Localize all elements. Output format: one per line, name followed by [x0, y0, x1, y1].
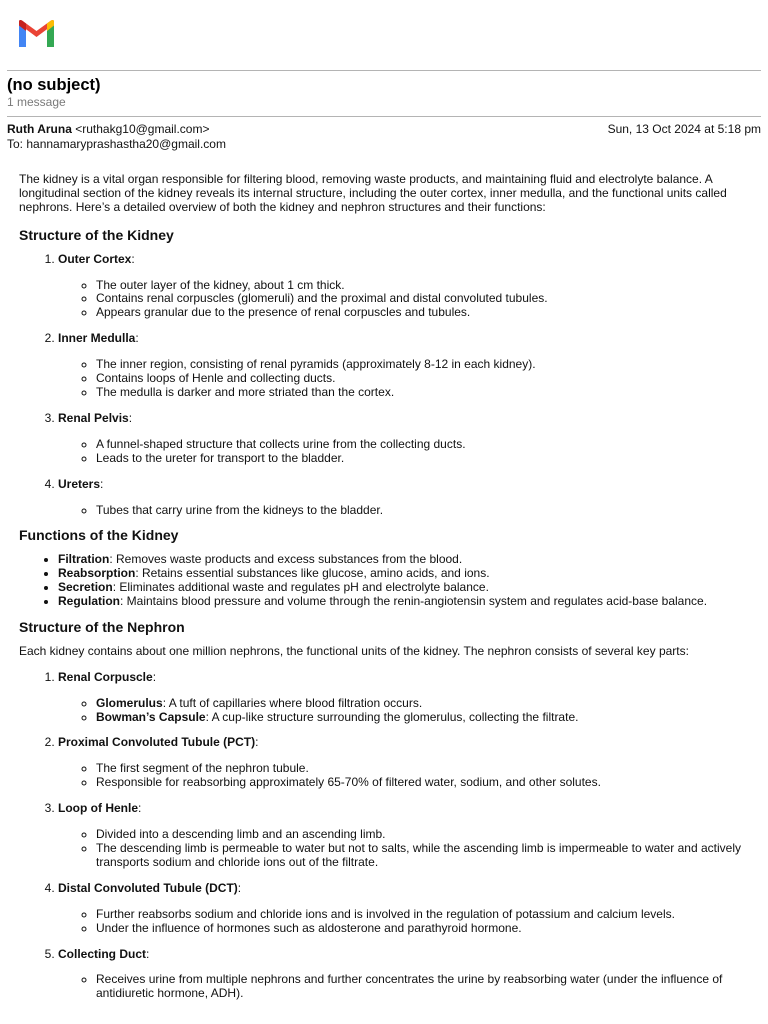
sub-list-item: [96, 697, 751, 711]
sub-list-item: [96, 842, 751, 870]
sub-list: [58, 504, 751, 518]
subject-title: (no subject): [7, 76, 101, 94]
kidney-functions-list: [19, 553, 751, 609]
list-item: [58, 567, 751, 581]
message-body: [19, 173, 751, 1013]
function-text: : Retains essential substances like glucose, amino acids, and ions.: [135, 566, 490, 581]
term-text: Under the influence of hormones such as aldosterone and parathyroid hormone.: [96, 920, 522, 935]
divider: [7, 70, 761, 71]
item-suffix: :: [128, 410, 133, 425]
sub-list-item: ◦ A funnel-shaped structure that collects urine from the collecting ducts.: [96, 438, 751, 452]
sub-list-item: [96, 908, 751, 922]
item-heading: [58, 948, 751, 962]
item-title: Distal Convoluted Tubule (DCT): [58, 880, 238, 895]
logo-bar: [0, 0, 768, 70]
item-suffix: :: [255, 735, 259, 750]
sub-list-item: [96, 973, 751, 1001]
item-heading: [58, 412, 751, 426]
item-suffix: :: [135, 331, 139, 346]
intro-paragraph: The kidney is a vital organ responsible for filtering blood, removing waste products, and maintaining fluid and electrolyte balance. A longitudinal section of the kidney reveals its internal structure, including the outer cortex, inner medulla, and the functional units called nephrons. Here’s a detailed overview of both the kidney and nephron structures and their functions:: [19, 172, 727, 214]
sub-list-item: ◦ Contains loops of Henle and collecting ducts.: [96, 372, 751, 386]
item-title: Renal Pelvis: [58, 410, 129, 425]
sub-list-item: ◦ The medulla is darker and more striated than the cortex.: [96, 386, 751, 400]
item-suffix: :: [146, 946, 150, 961]
list-item: [58, 478, 751, 518]
section-heading: Functions of the Kidney: [19, 527, 179, 544]
list-item: [58, 581, 751, 595]
term-text: Divided into a descending limb and an ascending limb.: [96, 827, 386, 842]
sub-list-item: [96, 762, 751, 776]
sub-list: [58, 908, 751, 936]
list-item: [58, 253, 751, 321]
kidney-structure-list: [19, 253, 751, 518]
term: Glomerulus: [96, 695, 163, 710]
message-date: Sun, 13 Oct 2024 at 5:18 pm: [607, 122, 761, 136]
item-title: Renal Corpuscle: [58, 669, 153, 684]
term-text: : A tuft of capillaries where blood filtration occurs.: [162, 695, 423, 710]
divider: [7, 116, 761, 117]
message-count: 1 message: [7, 95, 66, 109]
list-item: [58, 671, 751, 725]
list-item: [58, 948, 751, 1002]
sub-list-item: [96, 922, 751, 936]
list-item: [58, 595, 751, 609]
nephron-structure-list: [19, 671, 751, 1002]
item-suffix: :: [131, 251, 135, 266]
sender-line: [7, 122, 209, 136]
item-suffix: :: [138, 801, 142, 816]
item-heading: [58, 802, 751, 816]
item-heading: [58, 736, 751, 750]
function-title: Secretion: [58, 580, 113, 595]
sender-email[interactable]: <ruthakg10@gmail.com>: [75, 122, 210, 136]
term-text: The first segment of the nephron tubule.: [96, 761, 309, 776]
sub-list-item: [96, 711, 751, 725]
term-text: Responsible for reabsorbing approximately 65-70% of filtered water, sodium, and other solutes.: [96, 775, 601, 790]
list-item: [58, 882, 751, 936]
function-text: : Maintains blood pressure and volume through the renin-angiotensin system and regulates acid-base balance.: [120, 594, 708, 609]
item-suffix: :: [152, 669, 157, 684]
sub-list-item: ◦ Contains renal corpuscles (glomeruli) and the proximal and distal convoluted tubules.: [96, 292, 751, 306]
item-title: Inner Medulla: [58, 331, 136, 346]
sub-list-item: ◦ Leads to the ureter for transport to the bladder.: [96, 452, 751, 466]
sub-list-item: [96, 776, 751, 790]
item-title: Collecting Duct: [58, 946, 147, 961]
list-item: [58, 553, 751, 567]
item-title: Outer Cortex: [58, 251, 132, 266]
sub-list: [58, 697, 751, 725]
term-text: Receives urine from multiple nephrons and further concentrates the urine by reabsorbing water (under the influence of antidiuretic hormone, ADH).: [96, 972, 723, 1001]
sub-list: [58, 762, 751, 790]
item-heading: [58, 332, 751, 346]
list-item: [58, 332, 751, 400]
list-item: [58, 802, 751, 870]
item-heading: [58, 671, 751, 685]
sub-list-item: ◦ Tubes that carry urine from the kidneys to the bladder.: [96, 504, 751, 518]
item-heading: [58, 882, 751, 896]
sub-list-item: ◦ Appears granular due to the presence of renal corpuscles and tubules.: [96, 306, 751, 320]
list-item: [58, 412, 751, 466]
sub-list: [58, 438, 751, 466]
function-title: Regulation: [58, 594, 120, 609]
item-title: Ureters: [58, 476, 101, 491]
item-title: Proximal Convoluted Tubule (PCT): [58, 735, 256, 750]
section-heading: Structure of the Nephron: [19, 618, 185, 635]
term-text: : A cup-like structure surrounding the glomerulus, collecting the filtrate.: [205, 709, 579, 724]
function-text: : Eliminates additional waste and regulates pH and electrolyte balance.: [112, 580, 489, 595]
sub-list-item: ◦ The outer layer of the kidney, about 1 cm thick.: [96, 279, 751, 293]
section-heading: Structure of the Kidney: [19, 226, 174, 243]
recipient-line: To: hannamaryprashastha20@gmail.com: [7, 137, 226, 151]
sub-list-item: ◦ The inner region, consisting of renal pyramids (approximately 8-12 in each kidney).: [96, 358, 751, 372]
item-suffix: :: [100, 476, 104, 491]
sub-list: [58, 279, 751, 321]
item-heading: [58, 253, 751, 267]
sub-list-item: [96, 828, 751, 842]
item-suffix: :: [237, 880, 242, 895]
function-title: Reabsorption: [58, 566, 136, 581]
term: Bowman’s Capsule: [96, 709, 206, 724]
item-heading: [58, 478, 751, 492]
item-title: Loop of Henle: [58, 801, 138, 816]
function-title: Filtration: [58, 552, 110, 567]
sender-name: Ruth Aruna: [7, 122, 72, 136]
term-text: Further reabsorbs sodium and chloride ions and is involved in the regulation of potassium and calcium levels.: [96, 906, 675, 921]
sub-list: [58, 973, 751, 1001]
gmail-logo-icon: [16, 19, 57, 49]
term-text: The descending limb is permeable to water but not to salts, while the ascending limb is impermeable to water and actively transports sodium and chloride ions out of the filtrate.: [96, 841, 741, 869]
nephron-intro: Each kidney contains about one million nephrons, the functional units of the kidney. The nephron consists of several key parts:: [19, 643, 689, 658]
sub-list: [58, 358, 751, 400]
list-item: [58, 736, 751, 790]
function-text: : Removes waste products and excess substances from the blood.: [109, 552, 463, 567]
sub-list: [58, 828, 751, 870]
